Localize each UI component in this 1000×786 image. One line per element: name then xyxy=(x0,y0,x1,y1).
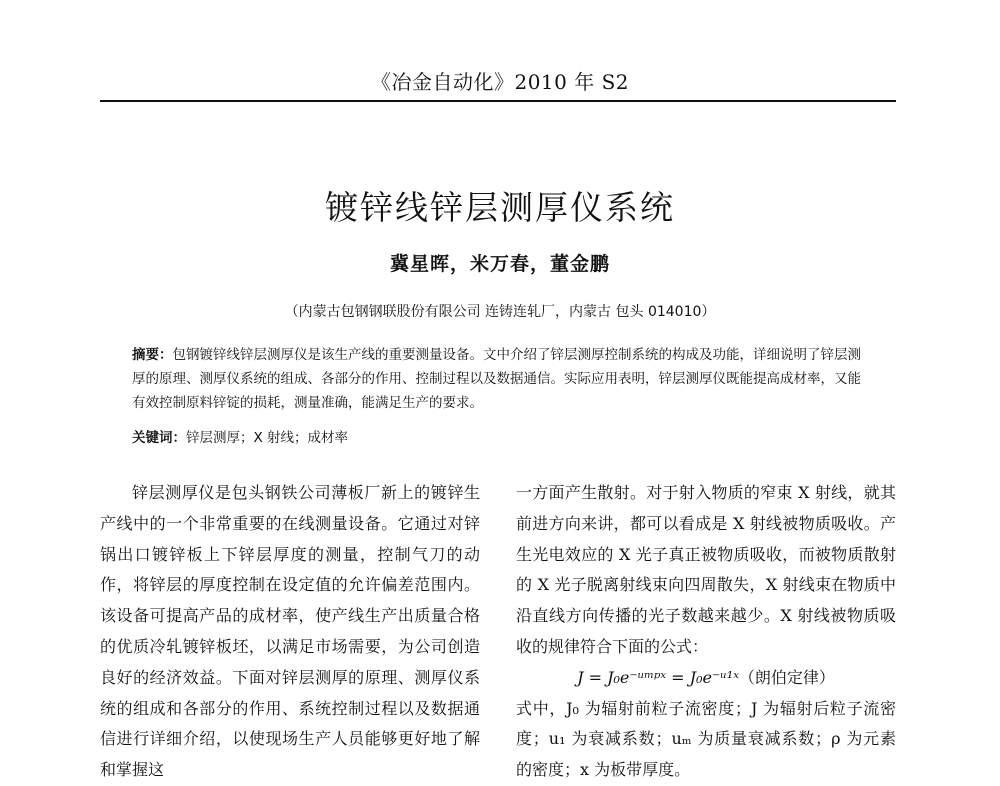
keywords xyxy=(132,426,872,446)
abstract-label: 摘要： xyxy=(132,347,173,363)
body-left-column xyxy=(100,478,480,786)
article-title: 镀锌线锌层测厚仪系统 xyxy=(325,188,675,227)
journal-header: 《冶金自动化》2010 年 S2 xyxy=(370,70,630,94)
right-paragraph-1: 一方面产生散射。对于射入物质的窄束 X 射线，就其前进方向来讲，都可以看成是 X 射线被物质吸收。产生光电效应的 X 光子真正被物质吸收，而被物质散射的 X 光子脱离射线束向四周散失，X 射线束在物质中沿直线方向传播的光子数越来越少。X 射线被物质吸收的规律符合下面的公式： xyxy=(516,483,896,656)
abstract-text: 包钢镀锌线锌层测厚仪是该生产线的重要测量设备。文中介绍了锌层测厚控制系统的构成及功能，详细说明了锌层测厚的原理、测厚仪系统的组成、各部分的作用、控制过程以及数据通信。实际应用表明，锌层测厚仪既能提高成材率，又能有效控制原料锌锭的损耗，测量准确，能满足生产的要求。 xyxy=(132,347,861,411)
right-paragraph-2: 式中，J₀ 为辐射前粒子流密度；J 为辐射后粒子流密度；u₁ 为衰减系数；uₘ 为质量衰减系数；ρ 为元素的密度；x 为板带厚度。 xyxy=(516,698,896,780)
body-right-column xyxy=(516,478,896,786)
abstract xyxy=(132,343,872,415)
authors: 冀星晖，米万春，董金鹏 xyxy=(389,253,610,275)
affiliation: （内蒙古包钢钢联股份有限公司 连铸连轧厂，内蒙古 包头 014010） xyxy=(284,304,716,320)
keywords-text: 锌层测厚；X 射线；成材率 xyxy=(186,430,349,446)
keywords-label: 关键词： xyxy=(132,430,186,446)
formula: J = J₀e⁻ᵘᵐᵖˣ = J₀e⁻ᵘ¹ˣ xyxy=(577,667,739,687)
header-rule xyxy=(100,100,896,102)
formula-name: （朗伯定律） xyxy=(738,667,835,687)
formula-line xyxy=(516,663,896,694)
left-paragraph: 锌层测厚仪是包头钢铁公司薄板厂新上的镀锌生产线中的一个非常重要的在线测量设备。它通过对锌锅出口镀锌板上下锌层厚度的测量，控制气刀的动作，将锌层的厚度控制在设定值的允许偏差范围内。该设备可提高产品的成材率，使产线生产出质量合格的优质冷轧镀锌板坯，以满足市场需要，为公司创造良好的经济效益。下面对锌层测厚的原理、测厚仪系统的组成和各部分的作用、系统控制过程以及数据通信进行详细介绍，以使现场生产人员能够更好地了解和掌握这 xyxy=(100,483,480,780)
